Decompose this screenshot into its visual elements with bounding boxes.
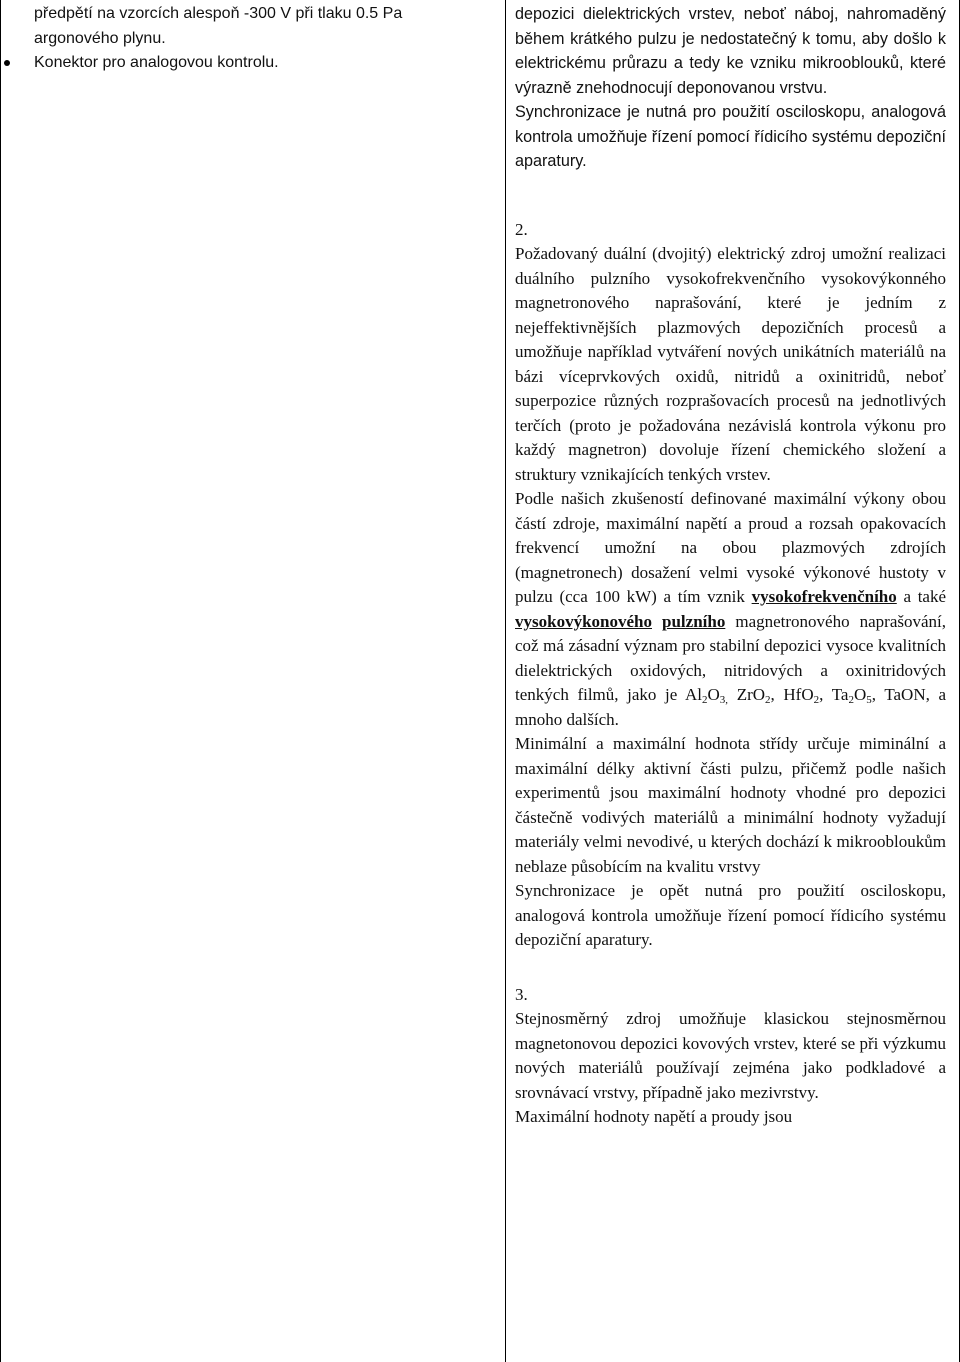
spacer <box>515 174 946 218</box>
section-3-paragraph-1: Stejnosměrný zdroj umožňuje klasickou stejnosměrnou magnetonovou depozici kovových vrstev, které se při výzkumu nových materiálů používají zejména jako podkladové a srovnávací vrstvy, případně jako mezivrstvy. <box>515 1009 946 1102</box>
formula-al2o3: $Al_2O_{3,}$ <box>685 685 729 706</box>
underlined-term-hp: vysokovýkonového <box>515 611 652 631</box>
right-column <box>515 2 946 1130</box>
formula-hfo2: HfO$_2$, <box>783 685 824 706</box>
section-2-paragraph-2: Podle našich zkušeností definované maximální výkony obou částí zdroje, maximální napětí a proud a rozsah opakovacích frekvencí umožní na obou plazmových zdrojích (magnetronech) dosažení velmi vysoké výkonové hustoty v pulzu (cca 100 kW) a tím vznik vysokofrekvenčního a také vysokovýkonového pulzního magnetronového naprašování, což má zásadní význam pro stabilní depozici vysoce kvalitních dielektrických oxidových, nitridových a oxinitridových tenkých filmů, jako je $Al_2O_{3,}$ ZrO$_2$, HfO$_2$, $Ta_2O_5$, TaON, a mnoho dalších. <box>515 489 947 729</box>
list-item <box>34 51 474 76</box>
bullet-icon <box>4 60 10 66</box>
section-2-paragraph-3: Minimální a maximální hodnota střídy určuje miminální a maximální délky aktivní části pulzu, přičemž podle našich experimentů jsou maximální hodnoty vhodné pro depozici částečně vodivých materiálů a minimální hodnoty vyžadují materiály velmi nevodivé, u kterých dochází k mikroobloukům neblaze působícím na kvalitu vrstvy <box>515 734 946 876</box>
column-divider <box>505 0 506 1362</box>
intro-paragraph: depozici dielektrických vrstev, neboť náboj, nahromaděný během krátkého pulzu je nedostatečný k tomu, aby došlo k elektrickému průrazu a tedy ke vzniku mikrooblouků, které výrazně znehodnocují deponovanou vrstvu. <box>515 5 946 97</box>
list-item-text: Konektor pro analogovou kontrolu. <box>34 54 279 71</box>
section-2-paragraph-4: Synchronizace je opět nutná pro použití osciloskopu, analogová kontrola umožňuje řízení pomocí řídicího systému depoziční aparatury. <box>515 881 946 949</box>
section-3-paragraph-2: Maximální hodnoty napětí a proudy jsou <box>515 1107 793 1126</box>
section-2-number: 2. <box>515 219 528 239</box>
underlined-term-hf: vysokofrekvenčního <box>751 587 897 606</box>
sync-paragraph-1: Synchronizace je nutná pro použití osciloskopu, analogová kontrola umožňuje řízení pomocí řídicího systému depoziční aparatury. <box>515 103 946 170</box>
section-2-paragraph-1: Požadovaný duální (dvojitý) elektrický zdroj umožní realizaci duálního pulzního vysokofrekvenčního vysokovýkonného magnetronového naprašování, které je jedním z nejeffektivnějších plazmových depozičních procesů a umožňuje například vytváření nových unikátních materiálů na bázi víceprvkových oxidů, nitridů a oxinitridů, neboť superpozice různých rozprašovacích procesů na jednotlivých terčích (proto je požadována nezávislá kontrola výkonu pro každý magnetron) dovoluje řízení chemického složení a struktury vznikajících tenkých vrstev. <box>515 244 946 484</box>
formula-zro2: ZrO$_2$, <box>736 685 775 706</box>
left-line-continuation: předpětí na vzorcích alespoň -300 V při tlaku 0.5 Pa argonového plynu. <box>34 5 403 47</box>
left-column <box>34 2 474 76</box>
section-3-number: 3. <box>515 984 528 1004</box>
formula-ta2o5: $Ta_2O_5$, <box>831 685 876 706</box>
bullet-list <box>34 51 474 76</box>
underlined-term-pulse: pulzního <box>662 611 726 631</box>
spacer <box>515 953 946 983</box>
